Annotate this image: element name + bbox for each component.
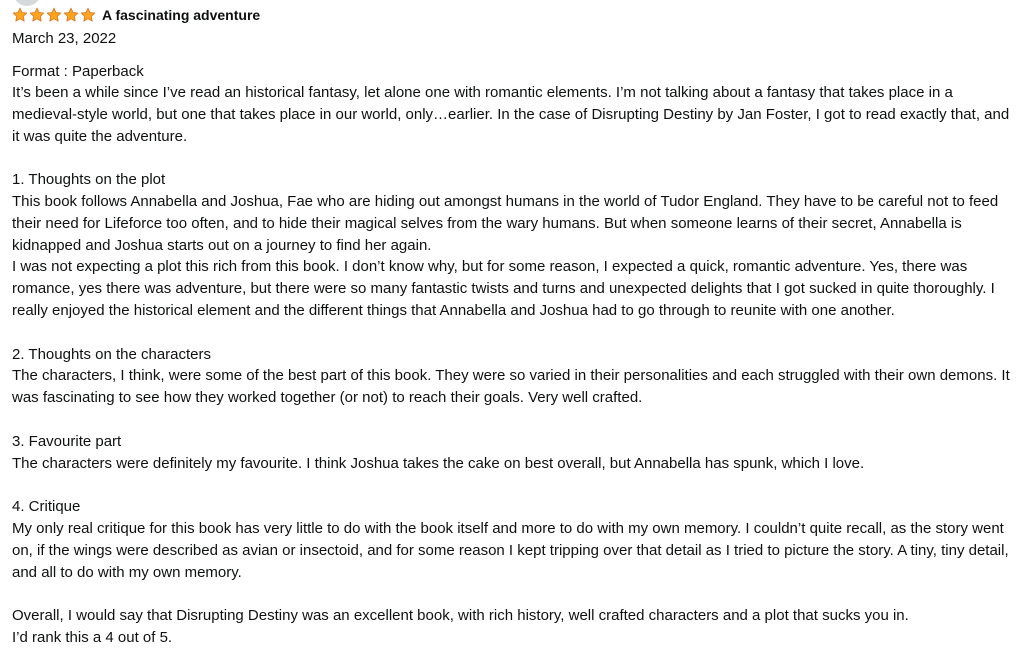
review-paragraph: I was not expecting a plot this rich from this book. I don’t know why, but for some reason, I expected a quick, romantic adventure. Yes, there was romance, yes there was adventure, but there were so many fantastic twists and turns and unexpected delights that I got sucked in quite thoroughly. I really enjoyed the historical element and the different things that Annabella and Joshua had to go through to reunite with one another. xyxy=(12,258,995,319)
review-paragraph: My only real critique for this book has very little to do with the book itself and more to do with my own memory. I couldn’t quite recall, as the story went on, if the wings were described as avian or insectoid, and for some reason I kept tripping over that detail as I tried to picture the story. A tiny, tiny detail, and all to do with my own memory. xyxy=(12,519,1009,581)
customer-review xyxy=(12,5,1012,646)
review-paragraph: The characters, I think, were some of the best part of this book. They were so varied in their personalities and each struggled with their own demons. It was fascinating to see how they worked together (or not) to reach their goals. Very well crafted. xyxy=(12,367,1010,407)
star-icon xyxy=(80,7,96,23)
star-icon xyxy=(12,7,28,23)
paragraph-gap xyxy=(12,583,1012,605)
paragraph-gap xyxy=(12,409,1012,431)
review-body xyxy=(12,82,1012,627)
review-paragraph: 1. Thoughts on the plot xyxy=(12,171,166,189)
review-paragraph: This book follows Annabella and Joshua, Fae who are hiding out amongst humans in the world of Tudor England. They have to be careful not to feed their need for Lifeforce too often, and to hide their magical selves from the wary humans. But when someone learns of their secret, Annabella is kidnapped and Joshua starts out on a journey to find her again. xyxy=(12,192,999,254)
review-paragraph: 3. Favourite part xyxy=(12,432,122,450)
paragraph-gap xyxy=(12,147,1012,169)
review-paragraph: It’s been a while since I’ve read an historical fantasy, let alone one with romantic elements. I’m not talking about a fantasy that takes place in a medieval-style world, but one that takes place in our world, only…earlier. In the case of Disrupting Destiny by Jan Foster, I got to read exactly that, and it was quite the adventure. xyxy=(12,84,1010,145)
review-paragraph: The characters were definitely my favourite. I think Joshua takes the cake on best overall, but Annabella has spunk, which I love. xyxy=(12,454,865,472)
paragraph-gap xyxy=(12,322,1012,344)
star-icon xyxy=(63,7,79,23)
review-paragraph: 2. Thoughts on the characters xyxy=(12,345,212,363)
review-title[interactable]: A fascinating adventure xyxy=(102,7,261,23)
review-paragraph: Overall, I would say that Disrupting Destiny was an excellent book, with rich history, well crafted characters and a plot that sucks you in. xyxy=(12,607,909,625)
star-icon xyxy=(29,7,45,23)
star-icon xyxy=(46,7,62,23)
review-header xyxy=(12,5,1012,25)
review-paragraph: 4. Critique xyxy=(12,498,81,516)
paragraph-gap xyxy=(12,474,1012,496)
star-rating[interactable] xyxy=(12,7,96,23)
review-body-cutoff-line: I’d rank this a 4 out of 5. xyxy=(12,628,173,646)
format-label: Format : Paperback xyxy=(12,63,144,80)
review-date: March 23, 2022 xyxy=(12,30,117,47)
